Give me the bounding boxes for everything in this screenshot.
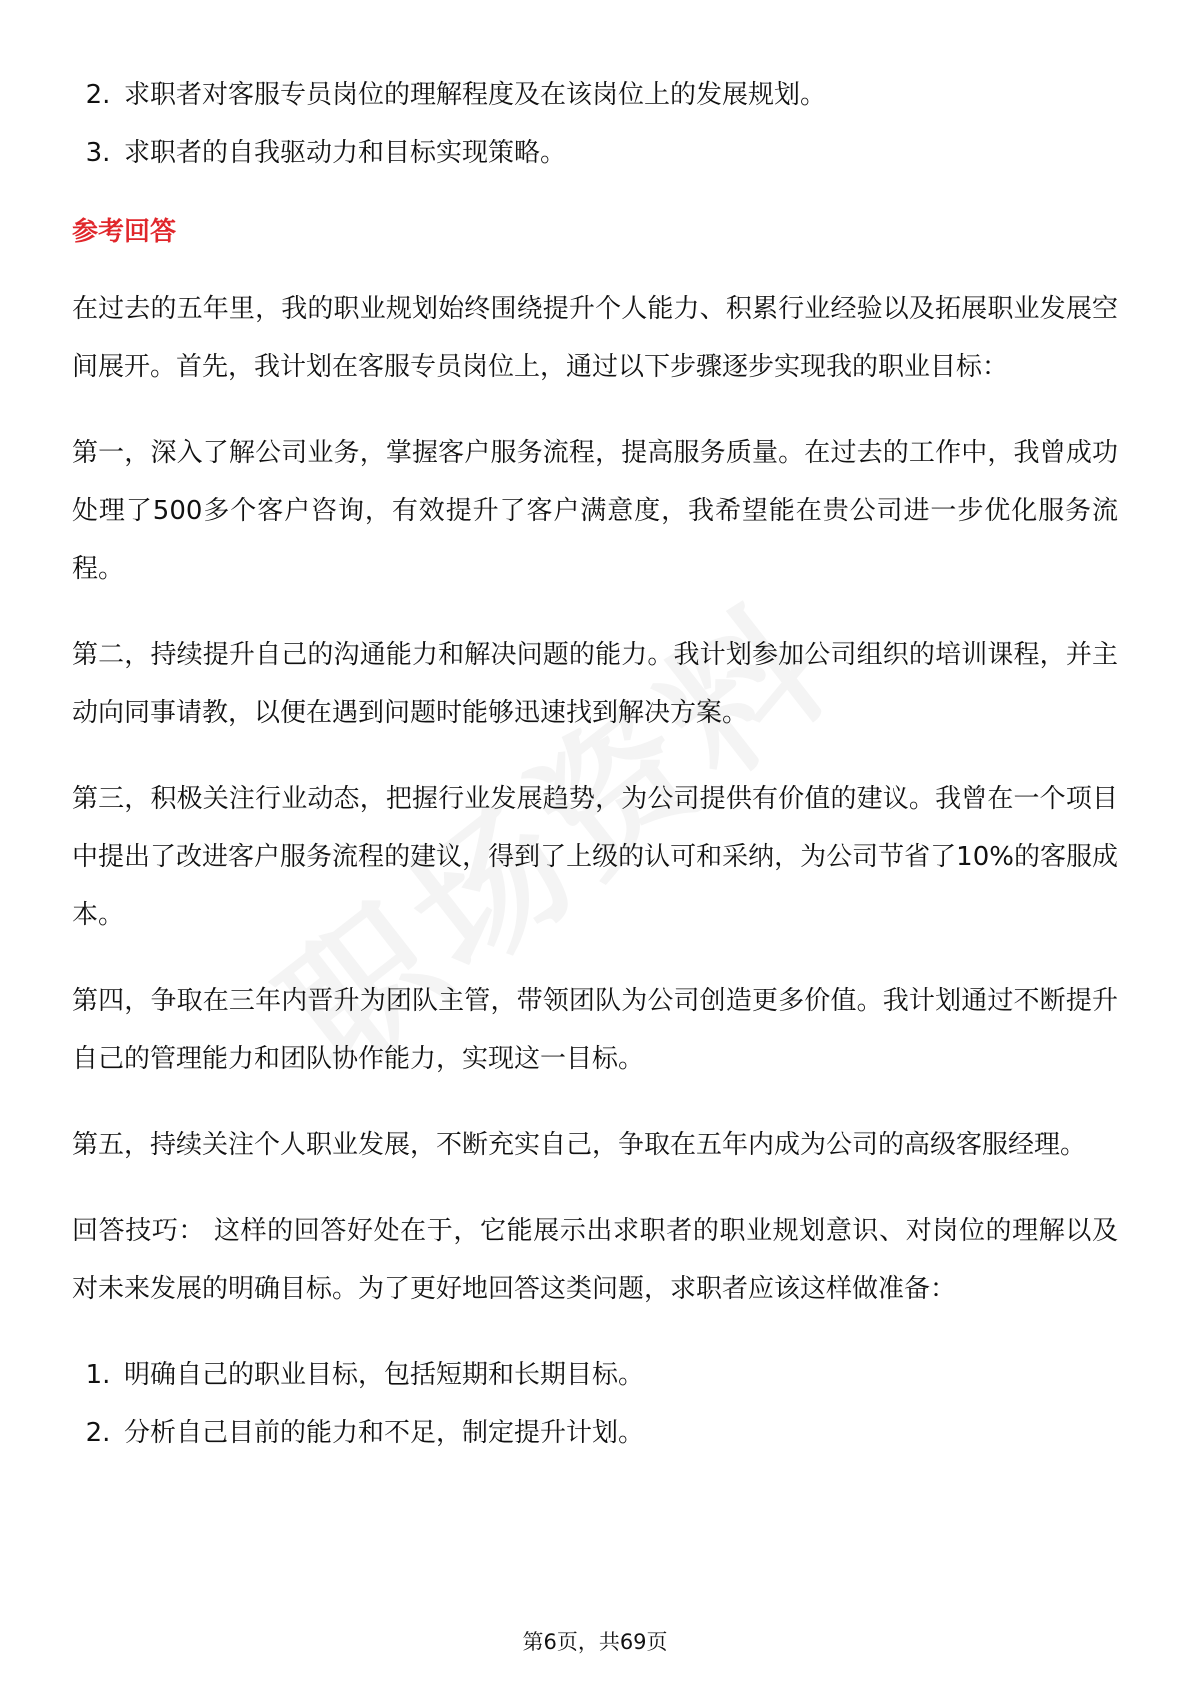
list-item-text: 分析自己目前的能力和不足，制定提升计划。 xyxy=(124,1418,645,1448)
list-item-number: 2. xyxy=(85,1418,111,1448)
answer-paragraph: 第二，持续提升自己的沟通能力和解决问题的能力。我计划参加公司组织的培训课程，并主动向同事请教，以便在遇到问题时能够迅速找到解决方案。 xyxy=(72,640,1118,728)
question-points-list xyxy=(72,66,1118,182)
answer-paragraph: 第三，积极关注行业动态，把握行业发展趋势，为公司提供有价值的建议。我曾在一个项目中提出了改进客户服务流程的建议，得到了上级的认可和采纳，为公司节省了10%的客服成本。 xyxy=(72,784,1118,930)
tips-list xyxy=(72,1346,1118,1462)
answer-paragraph: 第一，深入了解公司业务，掌握客户服务流程，提高服务质量。在过去的工作中，我曾成功处理了500多个客户咨询，有效提升了客户满意度，我希望能在贵公司进一步优化服务流程。 xyxy=(72,438,1118,584)
section-title: 参考回答 xyxy=(72,217,177,247)
list-item-number: 1. xyxy=(85,1360,111,1390)
list-item-number: 3. xyxy=(85,138,111,168)
answer-paragraph: 在过去的五年里，我的职业规划始终围绕提升个人能力、积累行业经验以及拓展职业发展空间展开。首先，我计划在客服专员岗位上，通过以下步骤逐步实现我的职业目标： xyxy=(72,294,1118,382)
list-item xyxy=(72,1404,1118,1462)
tips-paragraph: 回答技巧： 这样的回答好处在于，它能展示出求职者的职业规划意识、对岗位的理解以及对未来发展的明确目标。为了更好地回答这类问题，求职者应该这样做准备： xyxy=(72,1216,1118,1304)
list-item-text: 求职者对客服专员岗位的理解程度及在该岗位上的发展规划。 xyxy=(124,80,827,110)
page-number-footer: 第6页，共69页 xyxy=(522,1630,668,1654)
answer-paragraph: 第四，争取在三年内晋升为团队主管，带领团队为公司创造更多价值。我计划通过不断提升自己的管理能力和团队协作能力，实现这一目标。 xyxy=(72,986,1118,1074)
list-item-text: 明确自己的职业目标，包括短期和长期目标。 xyxy=(124,1360,645,1390)
list-item xyxy=(72,1346,1118,1404)
list-item xyxy=(72,66,1118,124)
list-item-number: 2. xyxy=(85,80,111,110)
list-item xyxy=(72,124,1118,182)
page-content xyxy=(72,66,1118,1492)
list-item-text: 求职者的自我驱动力和目标实现策略。 xyxy=(124,138,567,168)
answer-paragraph: 第五，持续关注个人职业发展，不断充实自己，争取在五年内成为公司的高级客服经理。 xyxy=(72,1130,1087,1160)
